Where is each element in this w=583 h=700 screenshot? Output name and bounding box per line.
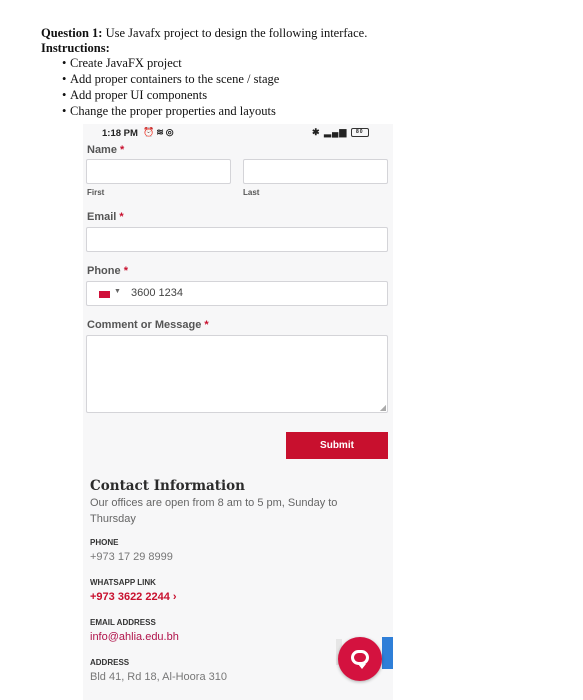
whatsapp-link[interactable]: +973 3622 2244 › — [90, 591, 177, 603]
instruction-item: • Create JavaFX project — [62, 56, 182, 70]
chevron-down-icon[interactable]: ▼ — [114, 288, 121, 295]
email-input[interactable] — [86, 227, 388, 252]
phone-screenshot — [83, 124, 393, 700]
chat-icon — [351, 650, 369, 665]
email-label: Email * — [87, 211, 124, 223]
first-name-input[interactable] — [86, 159, 231, 184]
instructions-list — [62, 55, 279, 119]
instruction-item: • Add proper containers to the scene / stage — [62, 72, 280, 86]
phone-heading: PHONE — [90, 538, 119, 547]
email-heading: EMAIL ADDRESS — [90, 618, 156, 627]
resize-handle-icon[interactable]: ◢ — [379, 403, 386, 412]
chevron-right-icon: › — [172, 591, 177, 603]
alarm-icon: ⏰ — [143, 127, 157, 137]
instruction-item: • Add proper UI components — [62, 88, 208, 102]
system-icons — [312, 127, 369, 138]
phone-number: +973 17 29 8999 — [90, 551, 173, 563]
address-heading: ADDRESS — [90, 658, 130, 667]
notification-icons — [143, 127, 176, 138]
email-link[interactable]: info@ahlia.edu.bh — [90, 631, 179, 643]
wifi-icon: ≋ — [156, 127, 166, 137]
last-name-sublabel: Last — [243, 188, 260, 197]
contact-title: Contact Information — [90, 478, 245, 494]
instruction-item: • Change the proper properties and layouts — [62, 104, 276, 118]
chat-button[interactable] — [338, 637, 382, 681]
office-hours: Our offices are open from 8 am to 5 pm, Sunday to Thursday — [90, 497, 338, 525]
submit-button[interactable]: Submit — [286, 432, 388, 459]
flag-icon[interactable] — [99, 291, 110, 298]
whatsapp-heading: WHATSAPP LINK — [90, 578, 156, 587]
bluetooth-icon: ✱ — [312, 127, 321, 137]
phone-label: Phone * — [87, 265, 128, 277]
address-value: Bld 41, Rd 18, Al-Hoora 310 — [90, 671, 227, 683]
question-title: Question 1: Use Javafx project to design the following interface. — [41, 26, 368, 40]
instagram-icon: ◎ — [165, 127, 176, 137]
message-label: Comment or Message * — [87, 319, 209, 331]
status-bar — [83, 124, 393, 142]
message-textarea[interactable] — [86, 335, 388, 413]
battery-icon: 80 — [351, 128, 369, 137]
name-label: Name * — [87, 144, 125, 156]
instructions-heading: Instructions: — [41, 41, 110, 55]
signal-icon: ▂▄▆ — [324, 127, 348, 137]
last-name-input[interactable] — [243, 159, 388, 184]
phone-value: 3600 1234 — [131, 287, 183, 299]
status-time: 1:18 PM — [102, 128, 138, 139]
phone-input[interactable] — [86, 281, 388, 306]
first-name-sublabel: First — [87, 188, 105, 197]
side-tab[interactable] — [382, 637, 393, 669]
